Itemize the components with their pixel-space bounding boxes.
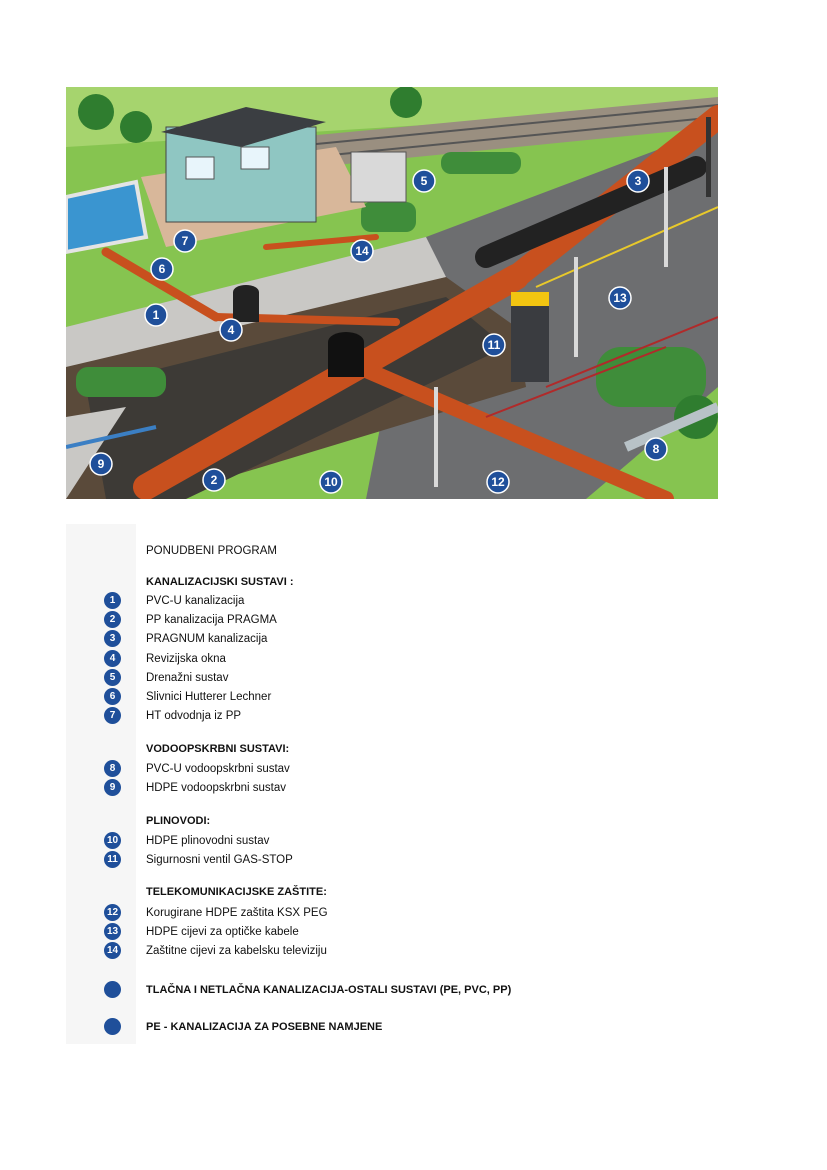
legend-number-badge: 4 (104, 650, 121, 667)
legend-item-label: PVC-U vodoopskrbni sustav (146, 763, 290, 775)
legend-item-label: HDPE cijevi za optičke kabele (146, 926, 299, 938)
svg-text:10: 10 (324, 475, 338, 489)
legend-item-label: Drenažni sustav (146, 672, 229, 684)
section-heading-sewage: KANALIZACIJSKI SUSTAVI : (146, 576, 294, 588)
callout-4 (220, 319, 242, 341)
svg-text:14: 14 (355, 244, 369, 258)
callout-12 (487, 471, 509, 493)
svg-text:1: 1 (152, 308, 160, 322)
inspection-chamber (328, 342, 364, 377)
callout-10 (320, 471, 342, 493)
tree (120, 111, 152, 143)
svg-text:7: 7 (181, 234, 189, 248)
svg-text:8: 8 (652, 442, 660, 456)
section-heading-water: VODOOPSKRBNI SUSTAVI: (146, 743, 290, 755)
inspection-chamber (233, 292, 259, 322)
callout-5 (413, 170, 435, 192)
hedge (441, 152, 521, 174)
legend-extra-item: TLAČNA I NETLAČNA KANALIZACIJA-OSTALI SUSTAVI (PE, PVC, PP) (146, 984, 512, 996)
section-heading-gas: PLINOVODI: (146, 815, 211, 827)
legend-item-label: Slivnici Hutterer Lechner (146, 691, 272, 703)
legend-bullet-dot (104, 981, 121, 998)
legend-number-badge: 9 (104, 779, 121, 796)
legend-extra-item: PE - KANALIZACIJA ZA POSEBNE NAMJENE (146, 1021, 383, 1033)
svg-text:12: 12 (491, 475, 505, 489)
legend-item-label: PVC-U kanalizacija (146, 595, 245, 607)
legend-title: PONUDBENI PROGRAM (146, 545, 277, 557)
callout-13 (609, 287, 631, 309)
infrastructure-illustration (66, 87, 718, 499)
svg-text:6: 6 (158, 262, 166, 276)
garage-door (351, 152, 406, 202)
callout-9 (90, 453, 112, 475)
gas-cabinet (511, 302, 549, 382)
window (186, 157, 214, 179)
railway-signal (706, 117, 711, 197)
svg-text:2: 2 (210, 473, 218, 487)
gas-cabinet-lid (511, 292, 549, 306)
legend-number-badge: 1 (104, 592, 121, 609)
tree (78, 94, 114, 130)
callout-11 (483, 334, 505, 356)
legend-bullet-dot (104, 1018, 121, 1035)
section-heading-telecom: TELEKOMUNIKACIJSKE ZAŠTITE: (146, 886, 327, 898)
legend-item-label: Revizijska okna (146, 653, 226, 665)
legend-item-label: Korugirane HDPE zaštita KSX PEG (146, 907, 328, 919)
callout-2 (203, 469, 225, 491)
legend-number-badge: 12 (104, 904, 121, 921)
legend-item-label: Zaštitne cijevi za kabelsku televiziju (146, 945, 327, 957)
legend-number-badge: 2 (104, 611, 121, 628)
legend-item-label: PP kanalizacija PRAGMA (146, 614, 277, 626)
hedge (361, 202, 416, 232)
window (241, 147, 269, 169)
callout-14 (351, 240, 373, 262)
svg-text:4: 4 (227, 323, 235, 337)
legend-number-badge: 14 (104, 942, 121, 959)
callout-8 (645, 438, 667, 460)
svg-text:5: 5 (420, 174, 428, 188)
legend-item-label: HDPE vodoopskrbni sustav (146, 782, 286, 794)
legend-side-panel (66, 524, 136, 1044)
callout-3 (627, 170, 649, 192)
legend-number-badge: 3 (104, 630, 121, 647)
tree (390, 87, 422, 118)
svg-text:13: 13 (613, 291, 627, 305)
legend-number-badge: 8 (104, 760, 121, 777)
legend-number-badge: 11 (104, 851, 121, 868)
svg-text:11: 11 (487, 338, 501, 352)
legend-number-badge: 6 (104, 688, 121, 705)
legend-item-label: HDPE plinovodni sustav (146, 835, 270, 847)
legend-number-badge: 5 (104, 669, 121, 686)
svg-text:9: 9 (97, 457, 105, 471)
svg-text:3: 3 (634, 174, 642, 188)
legend-item-label: Sigurnosni ventil GAS-STOP (146, 854, 293, 866)
legend-item-label: PRAGNUM kanalizacija (146, 633, 268, 645)
hedge (76, 367, 166, 397)
callout-6 (151, 258, 173, 280)
legend-number-badge: 10 (104, 832, 121, 849)
legend-item-label: HT odvodnja iz PP (146, 710, 242, 722)
legend-number-badge: 7 (104, 707, 121, 724)
callout-1 (145, 304, 167, 326)
legend-number-badge: 13 (104, 923, 121, 940)
callout-7 (174, 230, 196, 252)
